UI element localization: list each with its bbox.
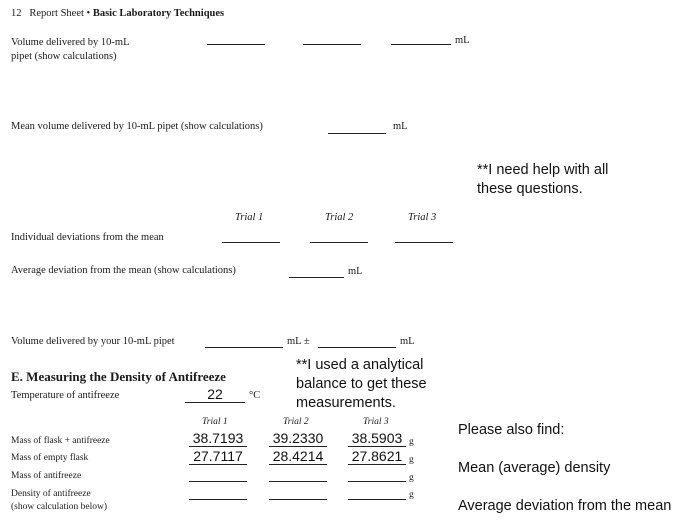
header-separator: • [86,8,91,19]
your-pipet-uncertainty-blank[interactable] [318,347,396,348]
row-flask-antifreeze-t2: 39.2330 [269,430,327,447]
page-header [11,8,224,19]
row-antifreeze-mass-label: Mass of antifreeze [11,471,82,481]
deviation-trial3-blank[interactable] [395,242,453,243]
avg-deviation-note: Average deviation from the mean [458,498,672,514]
row-empty-flask-t2: 28.4214 [269,448,327,465]
row-empty-flask-t1: 27.7117 [189,448,247,465]
row-antifreeze-mass-t3[interactable] [348,481,406,482]
your-pipet-volume-blank[interactable] [205,347,283,348]
volume-trial1-blank[interactable] [207,44,265,45]
section-e-title: E. Measuring the Density of Antifreeze [11,369,226,384]
row-density-t1[interactable] [189,499,247,500]
row-empty-flask-label: Mass of empty flask [11,453,89,463]
row-flask-antifreeze-label: Mass of flask + antifreeze [11,436,110,446]
trial1-header: Trial 1 [235,212,264,223]
mean-volume-label: Mean volume delivered by 10-mL pipet (show calculations) [11,121,263,132]
e-trial1-header: Trial 1 [202,417,228,427]
row-density-t2[interactable] [269,499,327,500]
volume-delivered-label: Volume delivered by 10-mL pipet (show calculations) [11,37,130,62]
your-pipet-unit: mL [400,336,415,347]
deviation-trial2-blank[interactable] [310,242,368,243]
your-pipet-label: Volume delivered by your 10-mL pipet [11,336,175,347]
page-number: 12 [11,8,22,19]
also-find-note: Please also find: [458,422,565,438]
row-empty-flask-unit: g [409,455,414,465]
trial2-header: Trial 2 [325,212,354,223]
row-flask-antifreeze-unit: g [409,437,414,447]
mean-volume-unit: mL [393,121,408,132]
help-note: **I need help with all these questions. [477,162,609,197]
row-antifreeze-mass-t1[interactable] [189,481,247,482]
row-antifreeze-mass-unit: g [409,473,414,483]
average-deviation-label: Average deviation from the mean (show calculations) [11,265,236,276]
average-deviation-unit: mL [348,266,363,277]
volume-unit: mL [455,35,470,46]
row-empty-flask-t3: 27.8621 [348,448,406,465]
temperature-label: Temperature of antifreeze [11,390,120,401]
volume-trial2-blank[interactable] [303,44,361,45]
row-density-label: Density of antifreeze (show calculation below) [11,489,108,512]
balance-note: **I used a analytical balance to get these measurements. [296,357,427,411]
volume-trial3-blank[interactable] [391,44,451,45]
row-antifreeze-mass-t2[interactable] [269,481,327,482]
e-trial2-header: Trial 2 [283,417,309,427]
temperature-unit: °C [249,390,261,401]
row-flask-antifreeze-t3: 38.5903 [348,430,406,447]
row-density-t3[interactable] [348,499,406,500]
your-pipet-unit-pm: mL ± [287,336,310,347]
row-density-unit: g [409,490,414,500]
e-trial3-header: Trial 3 [363,417,389,427]
trial3-header: Trial 3 [408,212,437,223]
report-sheet-label: Report Sheet [29,8,84,19]
page-title: Basic Laboratory Techniques [92,8,225,19]
mean-density-note: Mean (average) density [458,460,611,476]
row-flask-antifreeze-t1: 38.7193 [189,430,247,447]
mean-volume-blank[interactable] [328,133,386,134]
average-deviation-blank[interactable] [289,277,344,278]
deviation-trial1-blank[interactable] [222,242,280,243]
temperature-value: 22 [185,386,245,403]
individual-deviations-label: Individual deviations from the mean [11,232,164,243]
